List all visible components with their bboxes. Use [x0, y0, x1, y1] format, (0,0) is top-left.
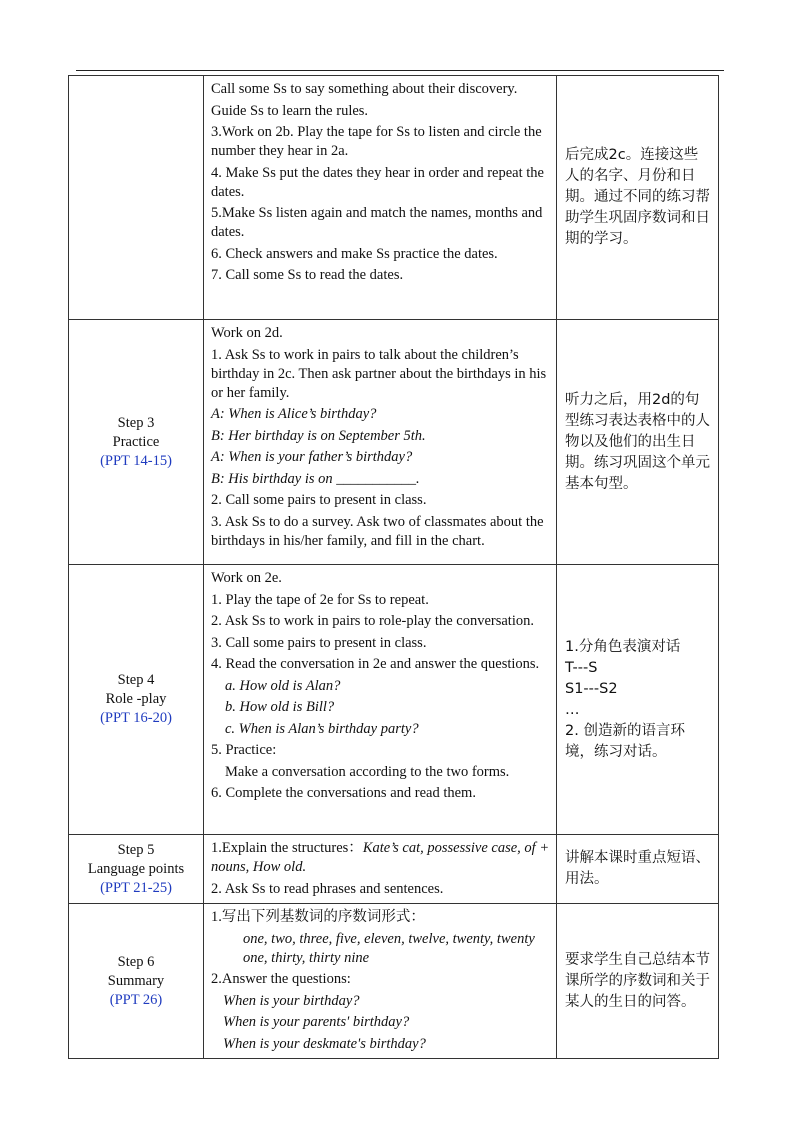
procedure-line: 3. Ask Ss to do a survey. Ask two of classmates about the birthdays in his/her family, and fill in the chart. — [211, 513, 544, 549]
question-line: b. How old is Bill? — [225, 699, 335, 715]
numbers-line: one, two, three, five, eleven, twelve, twenty, twenty one, thirty, thirty nine — [243, 930, 535, 966]
header-rule — [76, 70, 724, 71]
step-title: Step 5 — [117, 841, 155, 858]
dialogue-line: A: When is your father’s birthday? — [211, 449, 413, 465]
procedure-cell — [204, 76, 557, 320]
step-cell — [69, 835, 204, 904]
explain-items: Kate’s cat, possessive case, of + nouns, How old. — [211, 840, 550, 875]
question-line: a. How old is Alan? — [225, 677, 341, 694]
purpose-text: 后完成2c。连接这些人的名字、月份和日期。通过不同的练习帮助学生巩固序数词和日期的学习。 — [565, 147, 710, 247]
purpose-text: 讲解本课时重点短语、用法。 — [565, 850, 710, 887]
step-ppt: (PPT 16-20) — [100, 710, 172, 726]
procedure-line: 5. Practice: — [211, 742, 277, 758]
step-cell — [69, 565, 204, 835]
procedure-line: Work on 2e. — [211, 570, 282, 586]
purpose-text: … — [565, 701, 580, 718]
step-cell — [69, 320, 204, 565]
procedure-line: 2.Answer the questions: — [211, 971, 351, 987]
procedure-line: Make a conversation according to the two forms. — [225, 763, 510, 780]
dialogue-line: A: When is Alice’s birthday? — [211, 406, 377, 422]
table-row — [69, 76, 719, 320]
purpose-text: S1---S2 — [565, 680, 618, 697]
purpose-cell — [557, 835, 719, 904]
question-line: c. When is Alan’s birthday party? — [225, 720, 419, 737]
procedure-cell — [204, 835, 557, 904]
step-title: Step 3 — [117, 414, 155, 431]
step-name: Role -play — [105, 691, 167, 707]
step-name: Summary — [107, 972, 165, 989]
procedure-line: 3. Call some pairs to present in class. — [211, 634, 427, 651]
step-ppt: (PPT 21-25) — [100, 879, 172, 896]
table-row — [69, 320, 719, 565]
step-title: Step 6 — [117, 953, 155, 970]
procedure-line: Call some Ss to say something about their discovery. — [211, 81, 518, 97]
lesson-plan-table — [68, 75, 719, 1059]
step-ppt: (PPT 26) — [109, 991, 163, 1008]
question-line: When is your deskmate's birthday? — [223, 1035, 426, 1052]
step-name: Practice — [112, 433, 160, 450]
procedure-line: 3.Work on 2b. Play the tape for Ss to listen and circle the number they hear in 2a. — [211, 124, 542, 159]
purpose-cell — [557, 904, 719, 1059]
table-row — [69, 565, 719, 835]
purpose-cell — [557, 565, 719, 835]
procedure-line: 5.Make Ss listen again and match the names, months and dates. — [211, 205, 543, 240]
step-name: Language points — [87, 860, 185, 877]
table-row — [69, 835, 719, 904]
procedure-cell — [204, 904, 557, 1059]
procedure-line: 7. Call some Ss to read the dates. — [211, 267, 404, 283]
purpose-text: 听力之后，用2d的句型练习表达表格中的人物以及他们的出生日期。练习巩固这个单元基本句型。 — [565, 391, 710, 492]
procedure-line: Work on 2d. — [211, 325, 283, 341]
procedure-line: 6. Complete the conversations and read them. — [211, 785, 476, 801]
procedure-line: 4. Read the conversation in 2e and answer the questions. — [211, 656, 540, 672]
dialogue-line: B: Her birthday is on September 5th. — [211, 427, 426, 444]
purpose-text: T---S — [565, 659, 598, 676]
procedure-cell — [204, 565, 557, 835]
dialogue-line: B: His birthday is on ___________. — [211, 470, 420, 487]
procedure-line: 2. Ask Ss to read phrases and sentences. — [211, 880, 444, 897]
procedure-line: 4. Make Ss put the dates they hear in order and repeat the dates. — [211, 164, 544, 200]
purpose-text: 要求学生自己总结本节课所学的序数词和关于某人的生日的问答。 — [565, 951, 710, 1010]
table-row — [69, 904, 719, 1059]
purpose-cell — [557, 76, 719, 320]
procedure-line: Guide Ss to learn the rules. — [211, 102, 369, 119]
question-line: When is your parents' birthday? — [223, 1014, 410, 1030]
procedure-line: 6. Check answers and make Ss practice the dates. — [211, 245, 498, 262]
procedure-line: 1. Ask Ss to work in pairs to talk about the children’s birthday in 2c. Then ask partner about the birthdays in his or her family. — [211, 346, 547, 401]
procedure-line: 2. Ask Ss to work in pairs to role-play the conversation. — [211, 613, 534, 629]
purpose-text: 2. 创造新的语言环境，练习对话。 — [565, 722, 685, 760]
step-cell — [69, 76, 204, 320]
step-ppt: (PPT 14-15) — [100, 452, 172, 469]
procedure-line: 2. Call some pairs to present in class. — [211, 492, 427, 508]
purpose-cell — [557, 320, 719, 565]
procedure-line: 1.写出下列基数词的序数词形式： — [211, 909, 425, 925]
explain-prefix: 1.Explain the structures： — [211, 840, 363, 856]
procedure-cell — [204, 320, 557, 565]
step-cell — [69, 904, 204, 1059]
question-line: When is your birthday? — [223, 992, 360, 1009]
procedure-line — [211, 839, 550, 877]
purpose-text: 1.分角色表演对话 — [565, 638, 681, 655]
procedure-line: 1. Play the tape of 2e for Ss to repeat. — [211, 591, 429, 608]
step-title: Step 4 — [117, 672, 155, 688]
